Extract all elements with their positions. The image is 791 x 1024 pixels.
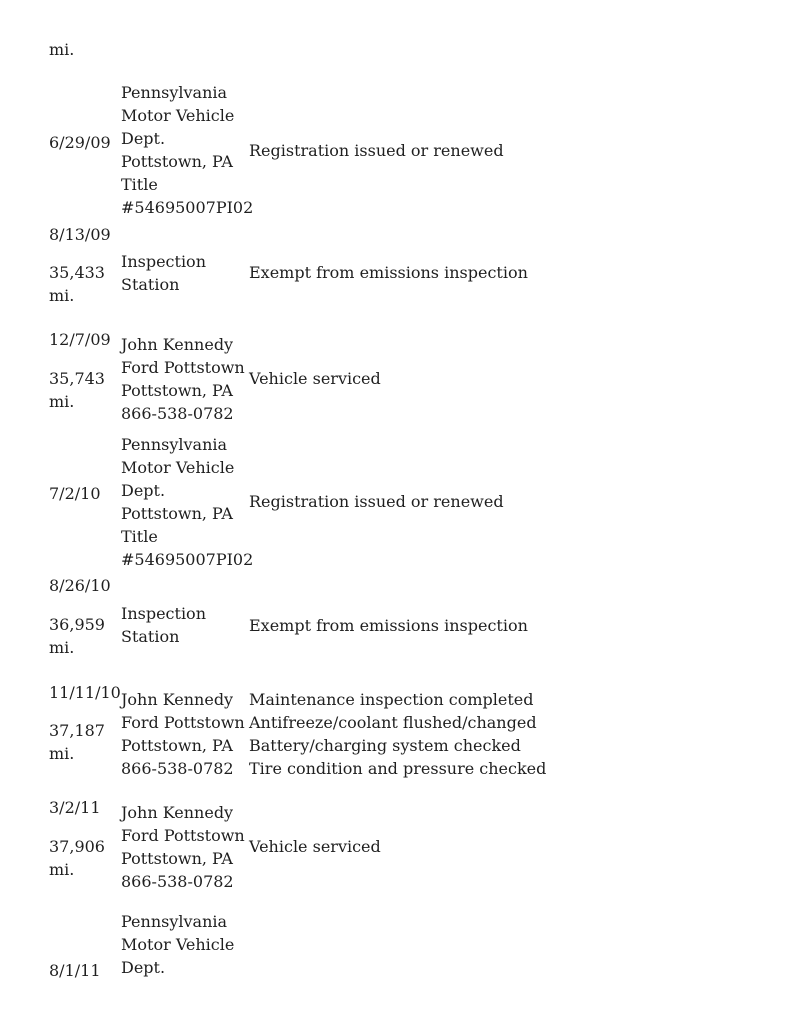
source-line: Inspection <box>121 252 206 271</box>
mileage-line: mi. <box>49 744 75 763</box>
source-line: #54695007PI02 <box>121 198 254 217</box>
record-2-source <box>121 250 206 296</box>
record-1-details <box>249 139 504 162</box>
record-4-source <box>121 433 253 571</box>
detail-line: Vehicle serviced <box>249 837 381 856</box>
record-6-mileage <box>49 719 105 765</box>
source-line: Pottstown, PA <box>121 736 233 755</box>
detail-line: Battery/charging system checked <box>249 736 521 755</box>
mileage-line: mi. <box>49 638 75 657</box>
record-2-date: 8/13/09 <box>49 225 111 244</box>
record-5-date: 8/26/10 <box>49 576 111 595</box>
record-7-details <box>249 835 381 858</box>
source-line: Motor Vehicle <box>121 106 235 125</box>
record-6-details <box>249 688 546 780</box>
source-line: Motor Vehicle <box>121 935 235 954</box>
detail-line: Vehicle serviced <box>249 369 381 388</box>
record-3-date: 12/7/09 <box>49 330 111 349</box>
record-7-date: 3/2/11 <box>49 798 101 817</box>
source-line: Pennsylvania <box>121 435 228 454</box>
source-line: Pottstown, PA <box>121 504 233 523</box>
record-0-mileage <box>49 38 74 61</box>
mileage-line: mi. <box>49 392 75 411</box>
source-line: John Kennedy <box>121 690 234 709</box>
record-5-details <box>249 614 528 637</box>
source-line: Pennsylvania <box>121 912 228 931</box>
source-line: John Kennedy <box>121 335 234 354</box>
mileage-line: 35,433 <box>49 263 105 282</box>
record-1-source <box>121 81 253 219</box>
source-line: Station <box>121 275 180 294</box>
detail-line: Antifreeze/coolant flushed/changed <box>249 713 537 732</box>
record-5-mileage <box>49 613 105 659</box>
source-line: John Kennedy <box>121 803 234 822</box>
record-8-source <box>121 910 234 979</box>
record-2-details <box>249 261 528 284</box>
mileage-line: mi. <box>49 40 75 59</box>
mileage-line: 37,187 <box>49 721 105 740</box>
detail-line: Registration issued or renewed <box>249 141 504 160</box>
source-line: #54695007PI02 <box>121 550 254 569</box>
mileage-line: 35,743 <box>49 369 105 388</box>
mileage-line: 37,906 <box>49 837 105 856</box>
source-line: Pottstown, PA <box>121 152 233 171</box>
record-4-date: 7/2/10 <box>49 484 101 503</box>
record-4-details <box>249 490 504 513</box>
source-line: Dept. <box>121 481 166 500</box>
mileage-line: 36,959 <box>49 615 105 634</box>
record-7-source <box>121 801 245 893</box>
detail-line: Exempt from emissions inspection <box>249 263 528 282</box>
source-line: Dept. <box>121 129 166 148</box>
source-line: Title <box>121 527 158 546</box>
record-6-date: 11/11/10 <box>49 683 121 702</box>
record-6-source <box>121 688 245 780</box>
source-line: Pottstown, PA <box>121 849 233 868</box>
detail-line: Registration issued or renewed <box>249 492 504 511</box>
source-line: Motor Vehicle <box>121 458 235 477</box>
source-line: Pennsylvania <box>121 83 228 102</box>
source-line: Inspection <box>121 604 206 623</box>
mileage-line: mi. <box>49 860 75 879</box>
record-2-mileage <box>49 261 105 307</box>
source-line: Station <box>121 627 180 646</box>
source-line: Title <box>121 175 158 194</box>
source-line: Ford Pottstown <box>121 713 245 732</box>
mileage-line: mi. <box>49 286 75 305</box>
source-line: 866-538-0782 <box>121 404 234 423</box>
source-line: Pottstown, PA <box>121 381 233 400</box>
source-line: Ford Pottstown <box>121 358 245 377</box>
record-7-mileage <box>49 835 105 881</box>
source-line: Ford Pottstown <box>121 826 245 845</box>
record-3-source <box>121 333 245 425</box>
source-line: 866-538-0782 <box>121 759 234 778</box>
source-line: Dept. <box>121 958 166 977</box>
record-1-date: 6/29/09 <box>49 133 111 152</box>
record-3-details <box>249 367 381 390</box>
detail-line: Exempt from emissions inspection <box>249 616 528 635</box>
record-3-mileage <box>49 367 105 413</box>
detail-line: Tire condition and pressure checked <box>249 759 547 778</box>
record-5-source <box>121 602 206 648</box>
source-line: 866-538-0782 <box>121 872 234 891</box>
detail-line: Maintenance inspection completed <box>249 690 534 709</box>
record-8-date: 8/1/11 <box>49 961 101 980</box>
